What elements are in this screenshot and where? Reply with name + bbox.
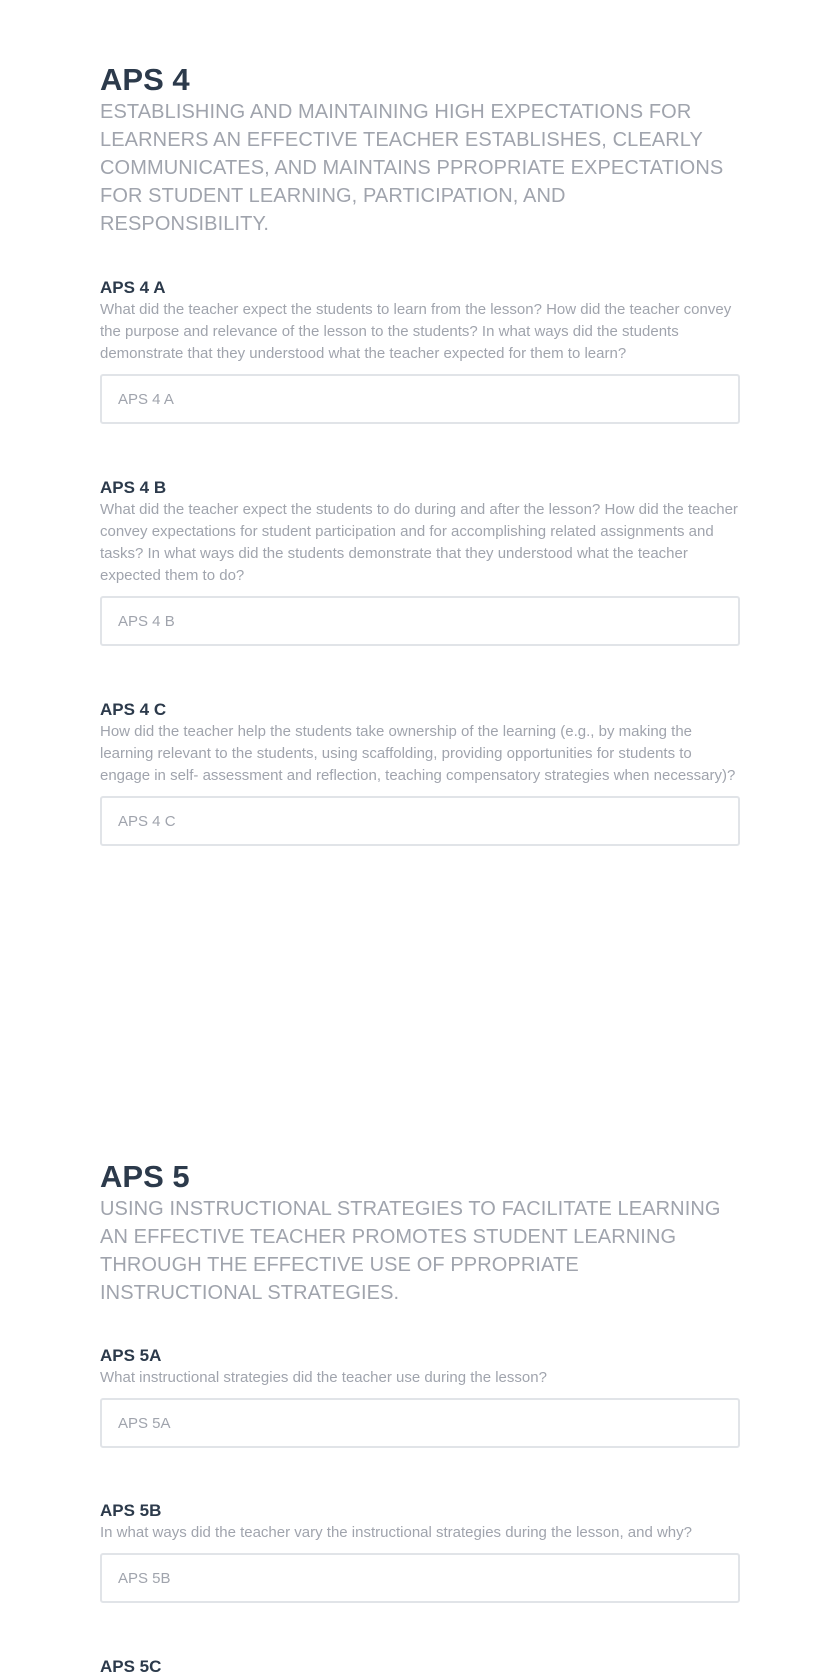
- section-description: USING INSTRUCTIONAL STRATEGIES TO FACILITATE LEARNING AN EFFECTIVE TEACHER PROMOTES STUDENT LEARNING THROUGH THE EFFECTIVE USE OF PPROPRIATE INSTRUCTIONAL STRATEGIES.: [100, 1198, 721, 1304]
- answer-input-aps4b[interactable]: [100, 596, 740, 646]
- question-title: APS 5B: [100, 1501, 162, 1520]
- question-aps5a: [100, 1345, 740, 1448]
- answer-input-aps4a[interactable]: [100, 374, 740, 424]
- question-aps4a: [100, 277, 740, 424]
- question-title: APS 5C: [100, 1657, 162, 1676]
- question-aps4b: [100, 477, 740, 646]
- question-title: APS 4 A: [100, 278, 166, 297]
- question-title: APS 4 C: [100, 700, 167, 719]
- question-aps4c: [100, 699, 740, 846]
- question-text: What did the teacher expect the students to learn from the lesson? How did the teacher convey the purpose and relevance of the lesson to the students? In what ways did the students demonstrate that they understood what the teacher expected for them to learn?: [100, 301, 732, 362]
- answer-input-aps4c[interactable]: [100, 796, 740, 846]
- answer-input-aps5b[interactable]: [100, 1553, 740, 1603]
- question-title: APS 5A: [100, 1346, 162, 1365]
- section-aps5-header: [100, 1159, 740, 1307]
- question-text: In what ways did the teacher vary the instructional strategies during the lesson, and why?: [100, 1524, 692, 1541]
- section-aps4-header: [100, 62, 740, 238]
- section-title: APS 5: [100, 1159, 190, 1194]
- question-text: What instructional strategies did the teacher use during the lesson?: [100, 1369, 547, 1386]
- answer-input-aps5a[interactable]: [100, 1398, 740, 1448]
- section-description: ESTABLISHING AND MAINTAINING HIGH EXPECTATIONS FOR LEARNERS AN EFFECTIVE TEACHER ESTABLISHES, CLEARLY COMMUNICATES, AND MAINTAINS PPROPRIATE EXPECTATIONS FOR STUDENT LEARNING, PARTICIPATION, AND RESPONSIBILITY.: [100, 101, 724, 235]
- section-title: APS 4: [100, 62, 190, 97]
- question-title: APS 4 B: [100, 478, 167, 497]
- question-text: What did the teacher expect the students to do during and after the lesson? How did the teacher convey expectations for student participation and for accomplishing related assignments and tasks? In what ways did the students demonstrate that they understood what the teacher expected them to do?: [100, 501, 738, 584]
- question-aps5b: [100, 1500, 740, 1603]
- question-text: How did the teacher help the students take ownership of the learning (e.g., by making the learning relevant to the students, using scaffolding, providing opportunities for students to engage in self- assessment and reflection, teaching compensatory strategies when necessary)?: [100, 723, 736, 784]
- question-aps5c: [100, 1656, 740, 1678]
